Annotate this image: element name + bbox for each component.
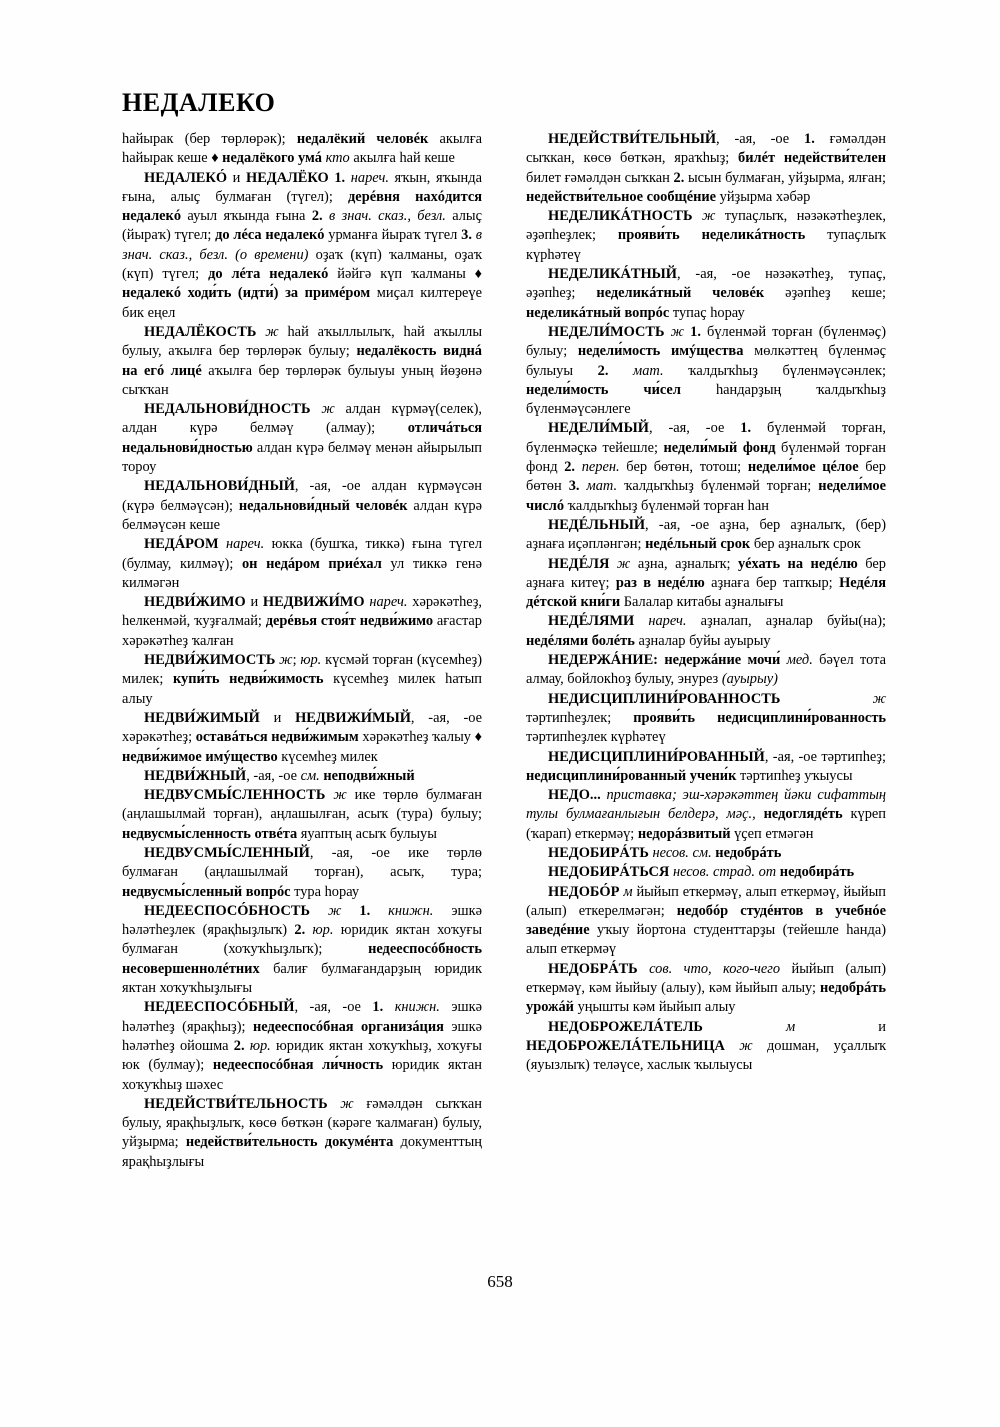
sense-number: 1. — [372, 999, 384, 1016]
entry-label: юр. — [312, 922, 334, 939]
entry-label: книжн. — [388, 902, 434, 919]
entry-phrase: недержáние мочи́ — [664, 652, 781, 669]
entry-headword: НЕДОБÓР — [548, 883, 620, 900]
sense-number: 2. — [233, 1037, 245, 1054]
entry-label: приставка; эш-хәрәкәттең йәки сифаттың тулы булмағанлығын белдерә, мәҫ., — [526, 787, 886, 823]
entry-phrase: Недéля дéтской кни́ги — [526, 574, 886, 611]
sense-number: 1. — [690, 323, 701, 340]
entry-phrase: недалёкость виднá на егó лицé — [122, 343, 482, 379]
entry-phrase: недобрáть урожáй — [526, 980, 886, 1016]
entry-label: ж — [279, 652, 293, 669]
entry-headword: НЕДАЛЬНОВИ́ДНОСТЬ — [144, 401, 311, 418]
dictionary-entry: НЕДЕЙСТВИ́ТЕЛЬНОСТЬ ж ғәмәлдән сыҡҡан булыу, ярақһыҙлыҡ, көсө бөткән (кәрәге ҡалмаған) булыу, уйҙырма; недействи́тельность докумéнта документтың ярақһыҙлығы — [122, 1095, 482, 1170]
dictionary-entry: НЕДВУСМЫ́СЛЕННЫЙ, -ая, -ое ике төрлө булмаған (аңлашылмай торған), асыҡ, тура; недвусмы́сленный вопрóс тура һорау — [122, 844, 482, 900]
dictionary-entry: НЕДОБРÁТЬ сов. что, кого-чего йыйып (алып) еткермәү, кәм йыйыу (алыу), кәм йыйып алыу; недобрáть урожáй уңышты кәм йыйып алыу — [526, 960, 886, 1016]
entry-phrase: недорáзвитый — [637, 825, 731, 842]
entry-phrase: уéхать на недéлю — [737, 555, 858, 572]
dictionary-entry: НЕДВИ́ЖИМОСТЬ ж; юр. күсмәй торған (күсемһеҙ) милек; купи́ть недви́жимость күсемһеҙ милек һатып алыу — [122, 652, 482, 707]
dictionary-entry: НЕДВИ́ЖИМЫЙ и НЕДВИЖИ́МЫЙ, -ая, -ое хәрәкәтһеҙ; оставáться недви́жимым хәрәкәтһеҙ ҡалыу ♦ недви́жимое имýщество күсемһеҙ милек — [122, 709, 482, 765]
entry-phrase: до лéта недалекó — [208, 266, 329, 283]
entry-phrase: недееспосóбность несовершеннолéтних — [122, 941, 482, 977]
entry-phrase: недели́мый фонд — [663, 439, 776, 456]
left-column — [122, 130, 482, 1172]
right-column — [526, 130, 886, 1172]
entry-headword: НЕДВИ́ЖНЫЙ — [144, 767, 247, 784]
entry-headword: НЕДЕЕСПОСÓБНЫЙ — [144, 999, 295, 1016]
entry-headword: НЕДВУСМЫ́СЛЕННОСТЬ — [144, 787, 326, 804]
entry-headword: НЕДОБРОЖЕЛÁТЕЛЬ — [548, 1018, 703, 1035]
entry-headword: НЕДОБИРÁТЬСЯ — [548, 864, 670, 881]
entry-headword: НЕДАЛЕКÓ — [144, 169, 228, 186]
entry-label: несов. страд. от — [672, 864, 777, 881]
entry-phrase: недвусмы́сленность отвéта — [122, 825, 298, 842]
entry-headword: НЕДАЛЬНОВИ́ДНЫЙ — [144, 478, 295, 495]
entry-label: м — [786, 1018, 796, 1035]
diamond-icon: ♦ — [474, 266, 483, 283]
entry-label: перен. — [581, 459, 620, 476]
sense-number: 2. — [311, 208, 323, 225]
entry-phrase: неподви́жный — [323, 767, 415, 784]
dictionary-entry: НЕДÉЛЯ ж аҙна, аҙналыҡ; уéхать на недéлю бер аҙнаға китеү; раз в недéлю аҙнаға бер тапҡыр; Недéля дéтской кни́ги Балалар китабы аҙналығы — [526, 555, 886, 611]
entry-headword: НЕДИСЦИПЛИНИ́РОВАННОСТЬ — [548, 690, 781, 707]
sense-number: 3. — [461, 227, 472, 244]
entry-headword: НЕДЕЛИ́МОСТЬ — [548, 323, 665, 340]
entry-phrase: недееспосóбная организáция — [252, 1018, 444, 1035]
entry-headword: НЕДЕЛИКÁТНОСТЬ — [548, 208, 693, 225]
entry-label: ж — [321, 401, 335, 418]
sense-number: 2. — [673, 169, 685, 186]
entry-phrase: недалекó ходи́ть (идти́) за примéром — [122, 285, 371, 302]
dictionary-entry: НЕДОБРОЖЕЛÁТЕЛЬ м и НЕДОБРОЖЕЛÁТЕЛЬНИЦА ж дошман, уҫаллыҡ (яуызлыҡ) теләүсе, хаслык ҡылыусы — [526, 1018, 886, 1074]
entry-label: нареч. — [648, 613, 687, 630]
entry-label: (ауырыу) — [721, 671, 778, 688]
entry-headword: НЕДОБРОЖЕЛÁТЕЛЬНИЦА — [526, 1037, 725, 1054]
entry-phrase: недальнови́дный человéк — [238, 497, 408, 514]
diamond-icon: ♦ — [211, 150, 219, 167]
entry-label: нареч. — [226, 536, 265, 553]
entry-phrase: отличáться недальнови́дностью — [122, 420, 482, 456]
entry-phrase: дерéвня нахóдится недалекó — [122, 188, 482, 225]
entry-phrase: недалёкий человéк — [296, 131, 429, 147]
dictionary-entry: НЕДАЛЬНОВИ́ДНЫЙ, -ая, -ое алдан күрмәүсән (күрә белмәүсән); недальнови́дный человéк алдан күрә белмәүсән кеше — [122, 478, 482, 533]
entry-phrase: прояви́ть неделикáтность — [617, 227, 806, 244]
entry-headword: НЕДО... — [548, 787, 601, 804]
entry-label: ж — [328, 902, 342, 919]
entry-label: мат. — [586, 478, 618, 495]
entry-label: мат. — [633, 362, 664, 379]
entry-phrase: недействи́тельность докумéнта — [185, 1134, 394, 1151]
dictionary-entry: НЕДАЛЬНОВИ́ДНОСТЬ ж алдан күрмәү(селек), алдан күрә белмәү (алмау); отличáться недальнови́дностью алдан күрә белмәү менән айырылып тороу — [122, 401, 482, 476]
dictionary-entry: НЕДВИ́ЖИМО и НЕДВИЖИ́МО нареч. хәрәкәтһеҙ, һелкенмәй, ҡуҙғалмай; дерéвья стоя́т недви́жимо ағастар хәрәкәтһеҙ ҡалған — [122, 594, 483, 649]
entry-phrase: оставáться недви́жимым — [195, 729, 359, 746]
entry-label: ж — [265, 323, 279, 340]
diamond-icon: ♦ — [474, 729, 482, 746]
entry-label: ж — [739, 1037, 753, 1054]
entry-phrase: раз в недéлю — [615, 574, 705, 591]
sense-number: 3. — [568, 478, 580, 495]
dictionary-entry: НЕДВИ́ЖНЫЙ, -ая, -ое см. неподви́жный — [144, 767, 415, 784]
entry-headword: НЕДЕЛИКÁТНЫЙ — [548, 266, 677, 283]
dictionary-entry — [526, 844, 886, 863]
entry-phrase: неделикáтный человéк — [596, 285, 765, 302]
entry-label: ж — [333, 787, 347, 804]
entry-headword: НЕДВУСМЫ́СЛЕННЫЙ — [144, 844, 310, 861]
sense-number: 1. — [359, 902, 371, 919]
entry-label: нареч. — [369, 594, 408, 611]
entry-phrase: билéт недействи́телен — [738, 150, 886, 167]
entry-headword: НЕДÉЛЬНЫЙ — [548, 516, 646, 533]
entry-headword: НЕДÁРОМ — [144, 536, 219, 553]
dictionary-entry: НЕДО... приставка; эш-хәрәкәттең йәки сифаттың тулы булмағанлығын белдерә, мәҫ., недоглядéть күреп (ҡарап) еткермәү; недорáзвитый үҫеп етмәгән — [526, 787, 886, 842]
dictionary-entry: НЕДИСЦИПЛИНИ́РОВАННОСТЬ ж тәртипһеҙлек; прояви́ть недисциплини́рованность тәртипһеҙлек күрһәтеү — [526, 690, 886, 746]
sense-number: 1. — [334, 169, 346, 186]
entry-phrase: недви́жимое имýщество — [122, 748, 278, 765]
entry-headword: НЕДЕРЖÁНИЕ: — [548, 652, 658, 669]
entry-phrase: недоглядéть — [763, 806, 843, 823]
entry-headword: НЕДОБРÁТЬ — [548, 960, 638, 977]
entry-phrase: он недáром приéхал — [241, 555, 382, 572]
entry-label: кто — [325, 150, 350, 167]
dictionary-entry: НЕДИСЦИПЛИНИ́РОВАННЫЙ, -ая, -ое тәртипһеҙ; недисциплини́рованный учени́к тәртипһеҙ уҡыусы — [526, 748, 886, 784]
entry-label: нареч. — [350, 169, 389, 186]
entry-phrase: недели́мое цéлое — [747, 459, 859, 476]
sense-number: 2. — [564, 459, 576, 476]
entry-headword: НЕДВИЖИ́МО — [262, 594, 365, 611]
dictionary-entry: НЕДЕЙСТВИ́ТЕЛЬНЫЙ, -ая, -ое 1. ғәмәлдән сыҡкан, көсө бөткән, яраҡһыҙ; билéт недействи́телен билет ғәмәлдән сыҡкан 2. ысын булмаған, уйҙырма, ялған; недействи́тельное сообщéние уйҙырма хәбәр — [526, 131, 886, 205]
dictionary-entry: НЕДЕЛИ́МЫЙ, -ая, -ое 1. бүленмәй торған, бүленмәҫкә тейешле; недели́мый фонд бүленмәй торған фонд 2. перен. бер бөтөн, тотош; недели́мое цéлое бер бөтөн 3. мат. ҡалдыҡһыҙ бүленмәй торған; недели́мое числó ҡалдыҡһыҙ бүленмәй торған һан — [526, 420, 887, 514]
entry-headword: НЕДЕЙСТВИ́ТЕЛЬНОСТЬ — [144, 1095, 328, 1112]
sense-number: 1. — [804, 131, 815, 147]
entry-phrase: недействи́тельное сообщéние — [526, 188, 717, 205]
entry-headword: НЕДЕЕСПОСÓБНОСТЬ — [144, 902, 311, 919]
entry-headword: НЕДÉЛЯМИ — [548, 613, 635, 630]
dictionary-entry: НЕДÁРОМ нареч. юкка (бушҡа, тиккә) ғына түгел (булмау, килмәү); он недáром приéхал ул тиккә генә килмәгән — [122, 536, 483, 591]
entry-phrase: прояви́ть недисциплини́рованность — [633, 709, 886, 726]
entry-label: юр. — [249, 1037, 271, 1054]
entry-phrase: недалёкого умá — [222, 150, 322, 167]
entry-label: ж — [872, 690, 886, 707]
dictionary-entry: НЕДВУСМЫ́СЛЕННОСТЬ ж ике төрлө булмаған (аңлашылмай торған), аңлашылған, асыҡ (тура) булыу; недвусмы́сленность отвéта яуаптың асыҡ булыуы — [122, 787, 482, 842]
entry-phrase: недобрáть — [715, 844, 782, 861]
entry-label: ж — [701, 208, 716, 225]
entry-headword: НЕДАЛЁКО — [246, 169, 329, 186]
entry-phrase: недвусмы́сленный вопрóс — [122, 883, 291, 900]
entry-label: несов. см. — [652, 844, 712, 861]
entry-headword: НЕДОБИРÁТЬ — [548, 844, 649, 861]
entry-label: сов. что, кого-чего — [649, 960, 781, 977]
dictionary-entry: НЕДОБÓР м йыйып еткермәү, алып еткермәү, йыйып (алып) еткерелмәгән; недобóр студéнтов в учебнóе заведéние уҡыу йортона студенттарҙы (тейешле һанда) алып еткермәү — [526, 883, 886, 958]
page-number: 658 — [487, 1272, 513, 1291]
dictionary-entry: НЕДÉЛЬНЫЙ, -ая, -ое аҙна, бер аҙналыҡ, (бер) аҙнаға иҫәпләнгән; недéльный срок бер аҙналыҡ срок — [526, 516, 886, 553]
dictionary-entry: НЕДЕРЖÁНИЕ: недержáние мочи́ мед. бәүел тота алмау, бойлокһоҙ булыу, энурез (ауырыу) — [526, 652, 886, 688]
entry-phrase: недели́мость имýщества — [577, 343, 744, 360]
entry-phrase: недееспосóбная ли́чность — [212, 1057, 384, 1074]
entry-phrase: недéлями болéть — [526, 632, 635, 649]
dictionary-entry: НЕДЕЛИКÁТНЫЙ, -ая, -ое нәзәкәтһеҙ, тупаҫ, әҙәпһеҙ; неделикáтный человéк әҙәпһеҙ кеше; неделикáтный вопрóс тупаҫ һорау — [526, 266, 886, 321]
dictionary-entry: НЕДАЛЕКÓ и НЕДАЛЁКО 1. нареч. яҡын, яҡында ғына, алыҫ булмаған (түгел); дерéвня нахóдится недалекó ауыл яҡында ғына 2. в знач. сказ., безл. алыҫ (йыраҡ) түгел; до лéса недалекó урманға йыраҡ түгел 3. в знач. сказ., безл. (о времени) оҙаҡ (күп) ҡалманы, оҙаҡ (күп) түгел; до лéта недалекó йәйгә күп ҡалманы ♦ недалекó ходи́ть (идти́) за примéром миҫал килтереүе бик еңел — [122, 169, 483, 321]
entry-phrase: недели́мое числó — [526, 478, 886, 514]
entry-label: юр. — [300, 652, 322, 669]
entry-label: ж — [670, 323, 684, 340]
entry-headword: НЕДВИ́ЖИМЫЙ — [144, 709, 260, 726]
dictionary-entry: НЕДАЛЁКОСТЬ ж һай аҡыллылыҡ, һай аҡыллы булыу, аҡылға бер төрлөрәк булыу; недалёкость виднá на егó лицé аҡылға бер төрлөрәк булыуы уның йөҙөнә сыҡҡан — [122, 323, 483, 398]
page-running-head: НЕДАЛЕКО — [122, 88, 276, 117]
dictionary-entry — [526, 863, 886, 882]
dictionary-entry: НЕДЕЛИ́МОСТЬ ж 1. бүленмәй торған (бүленмәҫ) булыу; недели́мость имýщества мөлкәттең бүленмәҫ булыуы 2. мат. ҡалдыҡһыҙ бүленмәүсәнлек; недели́мость чи́сел һандарҙың ҡалдыҡһыҙ бүленмәүсәнлеге — [526, 323, 886, 418]
entry-phrase: недисциплини́рованный учени́к — [526, 767, 737, 784]
dictionary-entry: НЕДÉЛЯМИ нареч. аҙналап, аҙналар буйы(на); недéлями болéть аҙналар буйы ауырыу — [526, 613, 886, 649]
entry-label: в знач. сказ., безл. — [328, 208, 446, 225]
entry-phrase: недобирáть — [779, 864, 855, 881]
entry-label: в знач. сказ., безл. (о времени) — [122, 227, 482, 263]
sense-number: 2. — [597, 362, 609, 379]
entry-headword: НЕДВИ́ЖИМО — [144, 594, 246, 611]
entry-phrase: купи́ть недви́жимость — [172, 671, 324, 688]
entry-headword: НЕДАЛЁКОСТЬ — [144, 323, 257, 340]
entry-phrase: недéльный срок — [645, 536, 751, 553]
entry-label: ж — [616, 555, 631, 572]
entry-label: мед. — [786, 652, 813, 669]
entry-phrase: недобóр студéнтов в учебнóе заведéние — [526, 902, 886, 939]
sense-number: 2. — [294, 922, 306, 939]
dictionary-entry: НЕДЕЛИКÁТНОСТЬ ж тупаҫлыҡ, нәзәкәтһеҙлек, әҙәпһеҙлек; прояви́ть неделикáтность тупаҫлыҡ күрһәтеү — [526, 208, 886, 263]
entry-label: м — [623, 883, 633, 900]
entry-phrase: недели́мость чи́сел — [526, 381, 681, 398]
dictionary-entry: НЕДЕЕСПОСÓБНОСТЬ ж 1. книжн. эшкә һәләтһеҙлек (ярақһыҙлыҡ) 2. юр. юридик яктан хоҡуғы булмаған (хоҡуҡһыҙлыҡ); недееспосóбность несовершеннолéтних балиғ булмағандарҙың юридик яктан хоҡуҡһыҙлығы — [122, 902, 482, 997]
entry-headword: НЕДЕЛИ́МЫЙ — [548, 420, 649, 437]
entry-headword: НЕДВИ́ЖИМОСТЬ — [144, 652, 276, 669]
entry-headword: НЕДÉЛЯ — [548, 555, 610, 572]
two-column-body — [122, 130, 887, 1172]
entry-headword: НЕДВИЖИ́МЫЙ — [295, 709, 411, 726]
entry-headword: НЕДИСЦИПЛИНИ́РОВАННЫЙ — [548, 748, 765, 765]
entry-headword: НЕДЕЙСТВИ́ТЕЛЬНЫЙ — [548, 131, 717, 147]
entry-label: книжн. — [394, 999, 440, 1016]
entry-label: см. — [300, 767, 320, 784]
entry-label: ж — [340, 1095, 354, 1112]
dictionary-entry: һайырак (бер төрлөрәк); недалёкий человéк акылға һайырак кеше ♦ недалёкого умá кто акылға һай кеше — [122, 131, 482, 167]
entry-phrase: дерéвья стоя́т недви́жимо — [265, 613, 434, 630]
entry-phrase: неделикáтный вопрóс — [526, 304, 670, 321]
entry-phrase: до лéса недалекó — [215, 227, 325, 244]
sense-number: 1. — [740, 420, 752, 437]
dictionary-entry: НЕДЕЕСПОСÓБНЫЙ, -ая, -ое 1. книжн. эшкә һәләтһеҙ (ярақһыҙ); недееспосóбная организáция эшкә һәләтһеҙ ойошма 2. юр. юридик яктан хоҡуҡһыҙ, хоҡуғы юк (булмау); недееспосóбная ли́чность юридик яктан хоҡуҡһыҙ шәхес — [122, 999, 483, 1093]
